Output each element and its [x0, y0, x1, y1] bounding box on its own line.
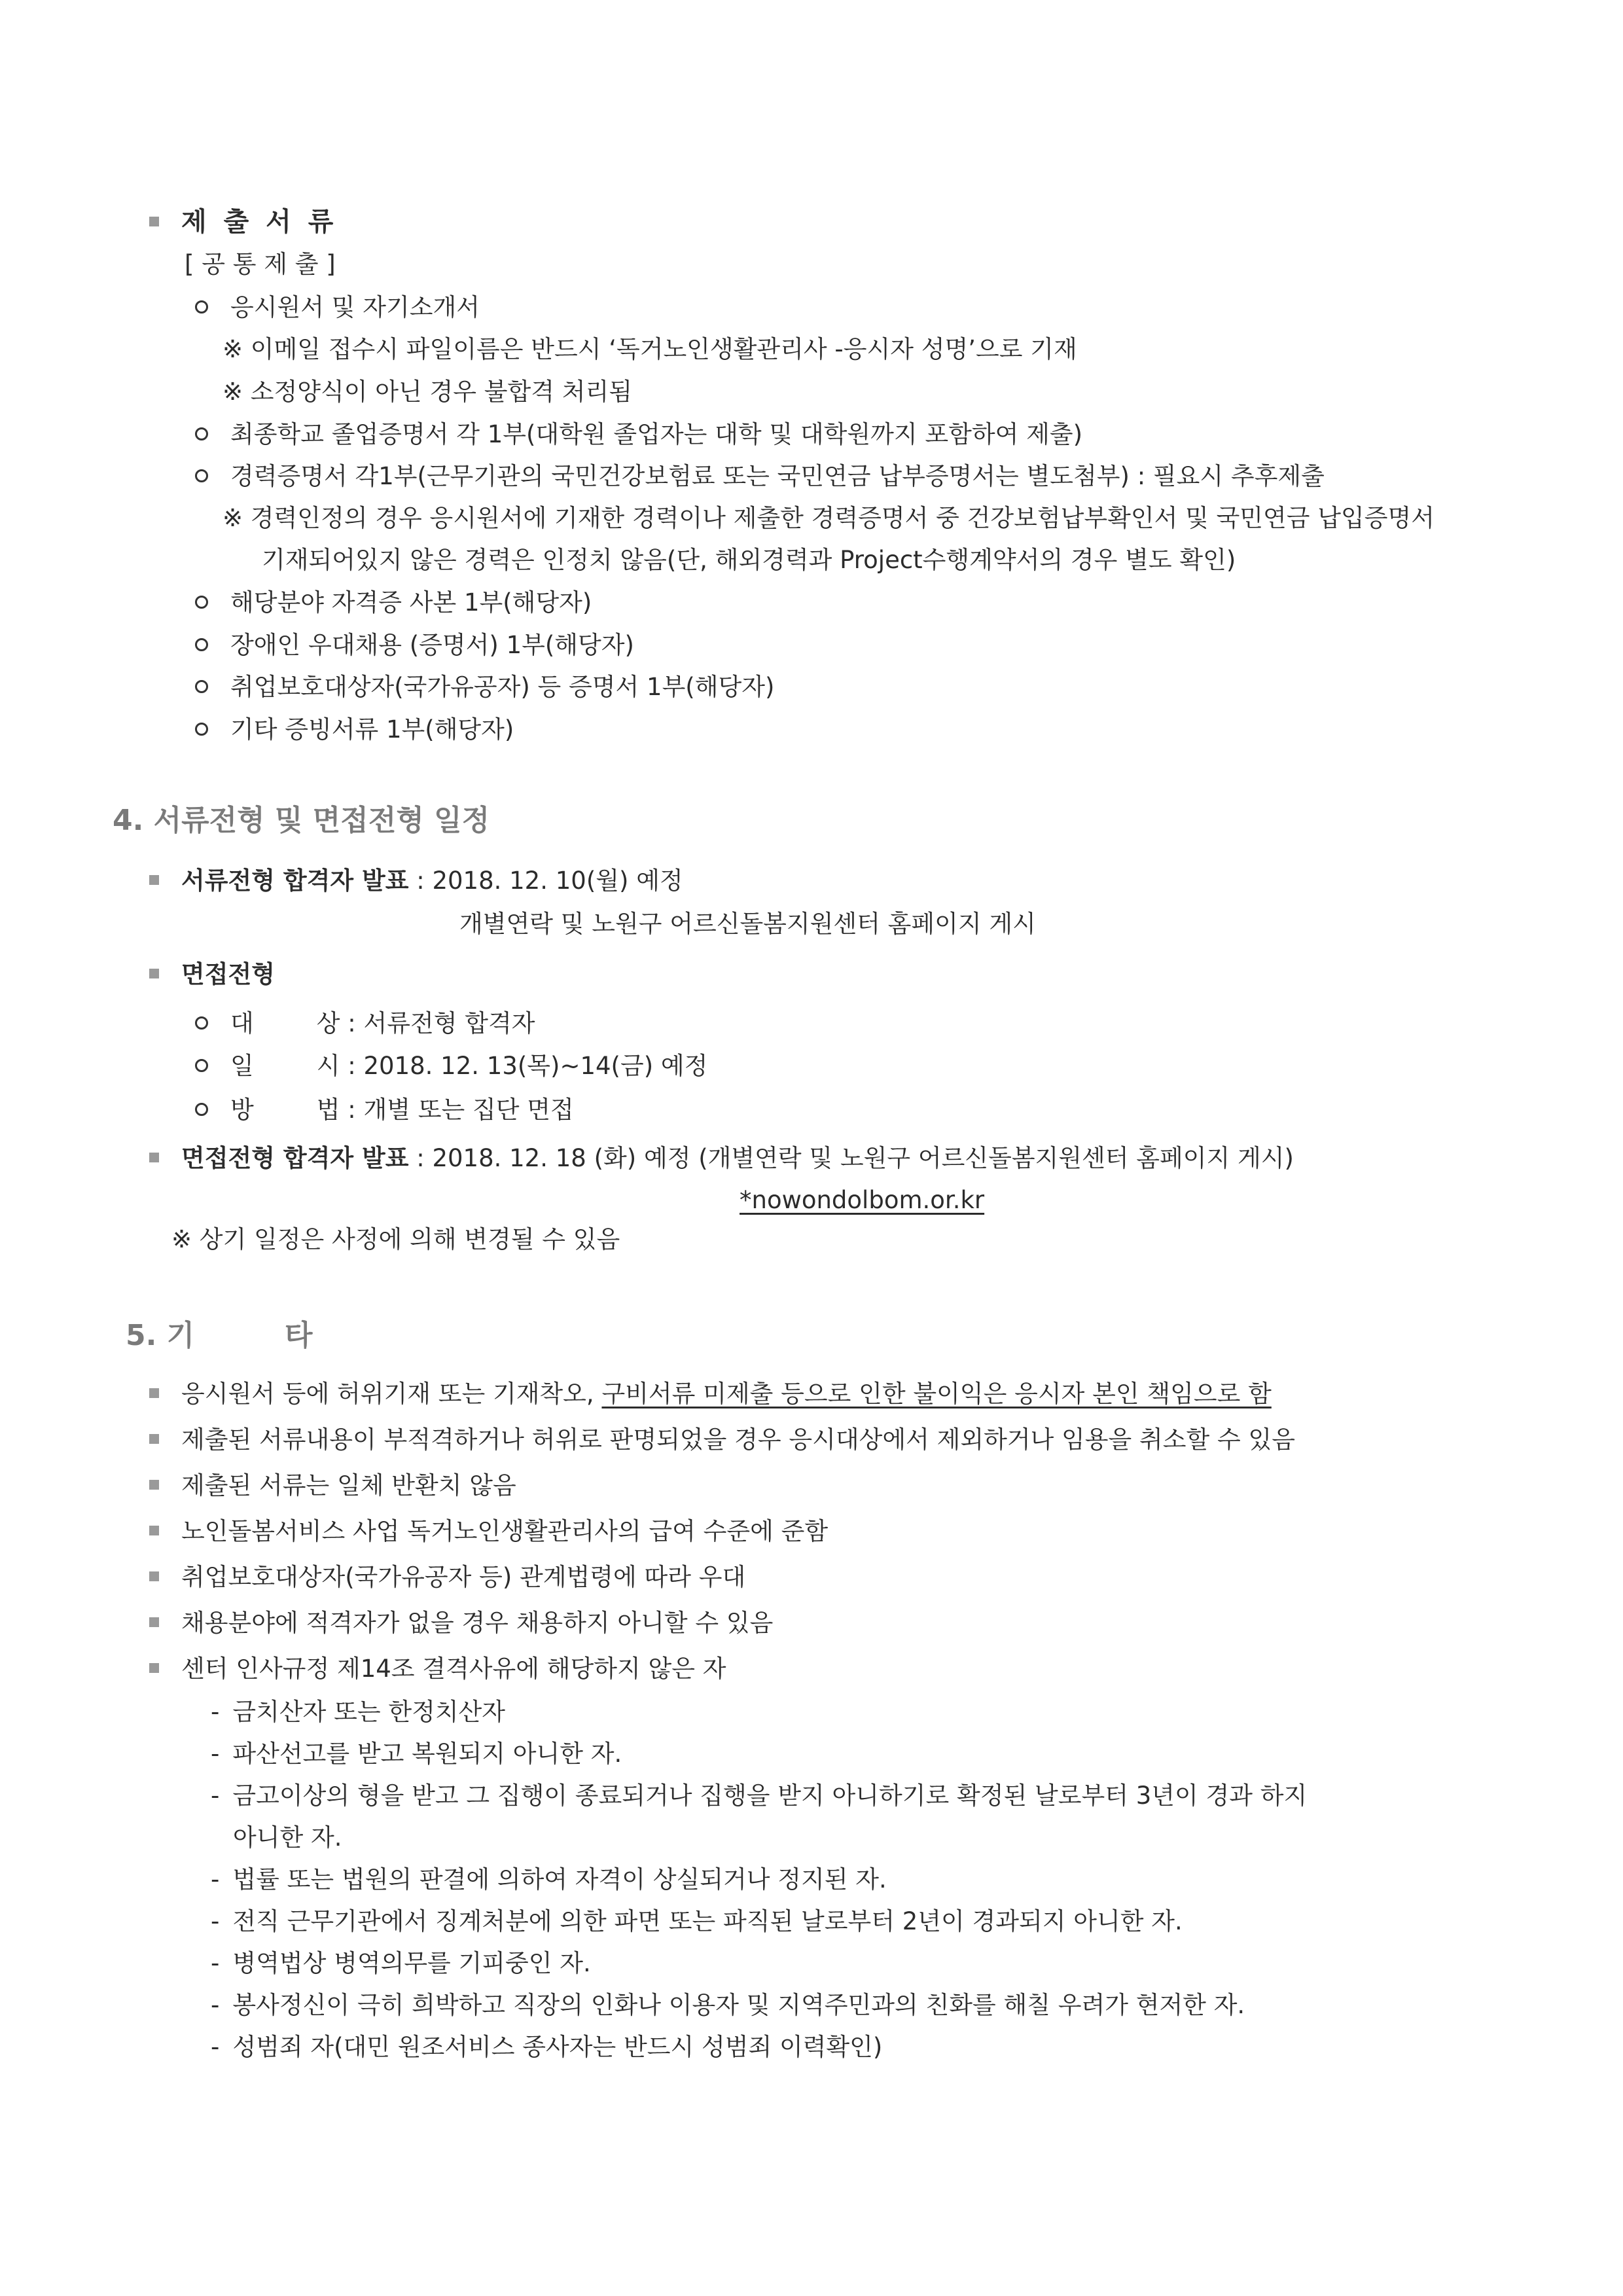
disqualification-item-continued: 아니한 자.	[233, 1823, 342, 1852]
circle-bullet-icon	[195, 1059, 208, 1072]
square-bullet-icon	[149, 875, 159, 885]
doc-item: 해당분야 자격증 사본 1부(해당자)	[195, 587, 592, 619]
interview-item: 방 법 : 개별 또는 집단 면접	[195, 1094, 574, 1126]
interview-item: 일 시 : 2018. 12. 13(목)~14(금) 예정	[195, 1050, 707, 1082]
other-item: 제출된 서류내용이 부적격하거나 허위로 판명되었을 경우 응시대상에서 제외하거나 임용을 취소할 수 있음	[149, 1424, 1295, 1456]
other-heading: 5. 기 타	[126, 1319, 313, 1352]
disqualification-item: - 성범죄 자(대민 원조서비스 종사자는 반드시 성범죄 이력확인)	[211, 2033, 883, 2061]
square-bullet-icon	[149, 969, 159, 978]
circle-bullet-icon	[195, 680, 208, 693]
other-item: 센터 인사규정 제14조 결격사유에 해당하지 않은 자	[149, 1653, 726, 1685]
doc-result-note: 개별연락 및 노원구 어르신돌봄지원센터 홈페이지 게시	[459, 910, 1036, 938]
circle-bullet-icon	[195, 469, 208, 482]
square-bullet-icon	[149, 1571, 159, 1581]
doc-note: ※ 경력인정의 경우 응시원서에 기재한 경력이나 제출한 경력증명서 중 건강보험납부확인서 및 국민연금 납입증명서	[223, 504, 1435, 532]
schedule-heading: 4. 서류전형 및 면접전형 일정	[113, 804, 490, 837]
circle-bullet-icon	[195, 300, 208, 314]
square-bullet-icon	[149, 1480, 159, 1490]
doc-item: 경력증명서 각1부(근무기관의 국민건강보험료 또는 국민연금 납부증명서는 별도첨부) : 필요시 추후제출	[195, 461, 1325, 492]
final-result-line: 면접전형 합격자 발표 : 2018. 12. 18 (화) 예정 (개별연락 및 노원구 어르신돌봄지원센터 홈페이지 게시)	[149, 1143, 1294, 1174]
disqualification-item: - 병역법상 병역의무를 기피중인 자.	[211, 1949, 591, 1977]
other-item: 노인돌봄서비스 사업 독거노인생활관리사의 급여 수준에 준함	[149, 1516, 828, 1547]
circle-bullet-icon	[195, 1103, 208, 1116]
disqualification-item: - 전직 근무기관에서 징계처분에 의한 파면 또는 파직된 날로부터 2년이 경과되지 아니한 자.	[211, 1907, 1183, 1935]
circle-bullet-icon	[195, 427, 208, 440]
doc-note-continued: 기재되어있지 않은 경력은 인정치 않음(단, 해외경력과 Project수행계약서의 경우 별도 확인)	[262, 546, 1236, 574]
other-item: 제출된 서류는 일체 반환치 않음	[149, 1470, 516, 1501]
doc-item: 장애인 우대채용 (증명서) 1부(해당자)	[195, 630, 634, 661]
square-bullet-icon	[149, 1434, 159, 1444]
square-bullet-icon	[149, 1388, 159, 1398]
schedule-notice: ※ 상기 일정은 사정에 의해 변경될 수 있음	[171, 1225, 620, 1253]
disqualification-item: - 파산선고를 받고 복원되지 아니한 자.	[211, 1740, 622, 1768]
doc-note: ※ 이메일 접수시 파일이름은 반드시 ‘독거노인생활관리사 -응시자 성명’으로 기재	[223, 335, 1077, 363]
doc-item: 최종학교 졸업증명서 각 1부(대학원 졸업자는 대학 및 대학원까지 포함하여 제출)	[195, 419, 1082, 450]
doc-result-line: 서류전형 합격자 발표 : 2018. 12. 10(월) 예정	[149, 865, 683, 897]
square-bullet-icon	[149, 1153, 159, 1162]
doc-item: 기타 증빙서류 1부(해당자)	[195, 714, 514, 745]
circle-bullet-icon	[195, 638, 208, 651]
other-item: 응시원서 등에 허위기재 또는 기재착오, 구비서류 미제출 등으로 인한 불이익은 응시자 본인 책임으로 함	[149, 1378, 1272, 1410]
submit-docs-heading: 제 출 서 류	[149, 206, 337, 238]
square-bullet-icon	[149, 1526, 159, 1535]
other-item: 취업보호대상자(국가유공자 등) 관계법령에 따라 우대	[149, 1562, 745, 1593]
disqualification-item: - 법률 또는 법원의 판결에 의하여 자격이 상실되거나 정지된 자.	[211, 1865, 887, 1893]
circle-bullet-icon	[195, 723, 208, 736]
doc-item: 취업보호대상자(국가유공자) 등 증명서 1부(해당자)	[195, 672, 774, 703]
circle-bullet-icon	[195, 596, 208, 609]
square-bullet-icon	[149, 1617, 159, 1627]
interview-heading: 면접전형	[149, 959, 275, 990]
interview-item: 대 상 : 서류전형 합격자	[195, 1008, 535, 1039]
square-bullet-icon	[149, 1663, 159, 1673]
doc-item: 응시원서 및 자기소개서	[195, 292, 480, 323]
other-item: 채용분야에 적격자가 없을 경우 채용하지 아니할 수 있음	[149, 1607, 773, 1639]
circle-bullet-icon	[195, 1016, 208, 1030]
disqualification-item: - 금치산자 또는 한정치산자	[211, 1698, 506, 1726]
common-submit-label: [ 공 통 제 출 ]	[185, 250, 336, 278]
center-homepage-link[interactable]: *nowondolbom.or.kr	[740, 1186, 985, 1214]
disqualification-item: - 금고이상의 형을 받고 그 집행이 종료되거나 집행을 받지 아니하기로 확정된 날로부터 3년이 경과 하지	[211, 1782, 1308, 1810]
square-bullet-icon	[149, 217, 159, 226]
disqualification-item: - 봉사정신이 극히 희박하고 직장의 인화나 이용자 및 지역주민과의 친화를 해칠 우려가 현저한 자.	[211, 1991, 1245, 2019]
doc-note: ※ 소정양식이 아닌 경우 불합격 처리됨	[223, 378, 632, 406]
